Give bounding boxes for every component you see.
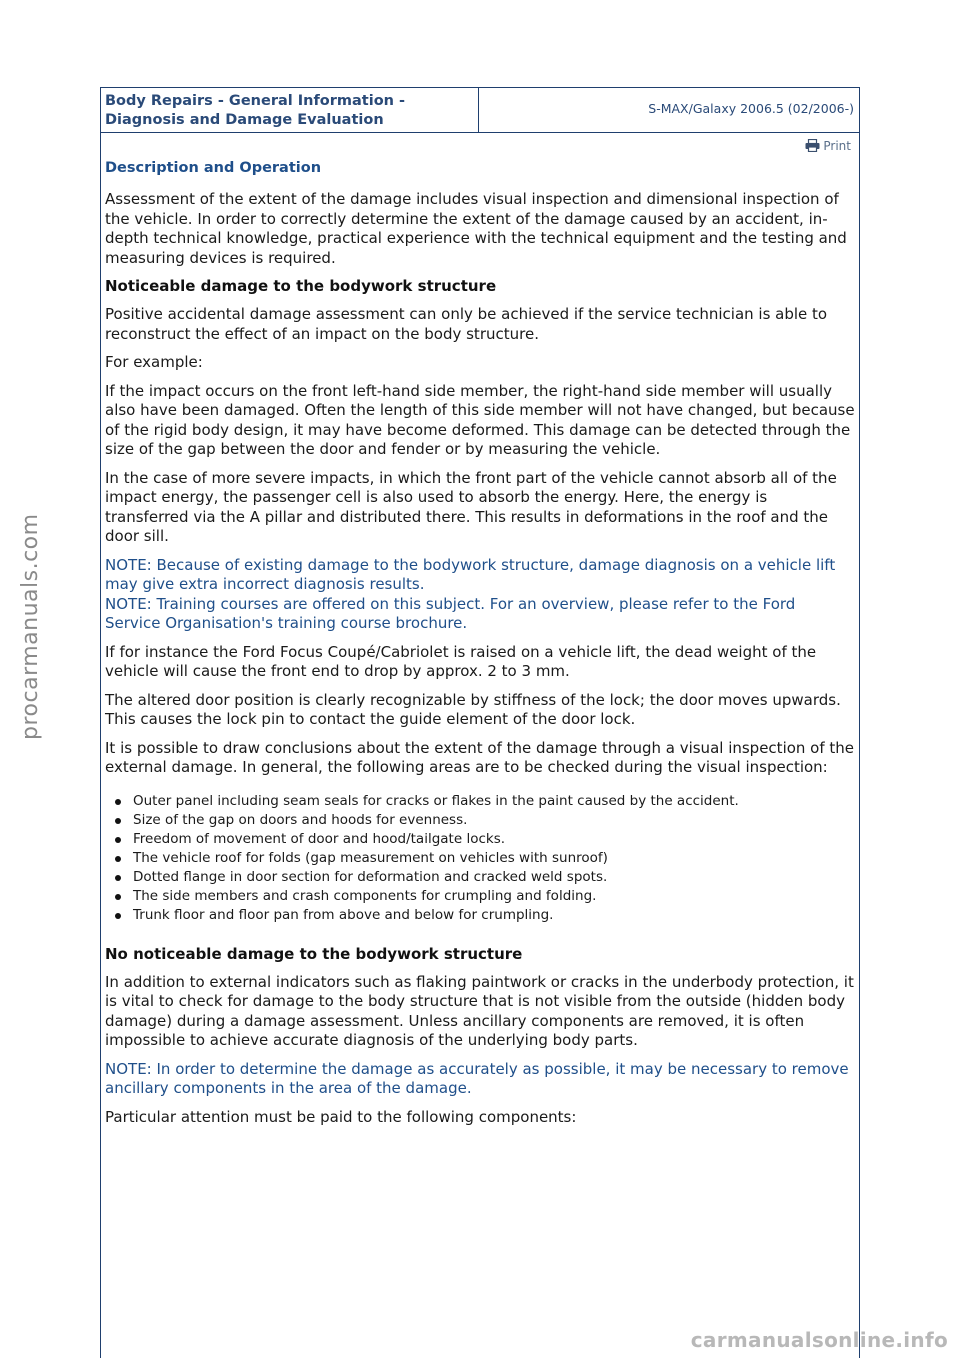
header-title-line1: Body Repairs - General Information - bbox=[105, 93, 406, 109]
side-watermark: procarmanuals.com bbox=[18, 513, 43, 740]
header-title-line2: Diagnosis and Damage Evaluation bbox=[105, 112, 384, 128]
bullet-icon bbox=[115, 894, 121, 900]
list-item: Dotted flange in door section for deformation and cracked weld spots. bbox=[127, 868, 855, 887]
paragraph-hidden-damage: In addition to external indicators such as flaking paintwork or cracks in the underbody protection, it is vital to check for damage to the body structure that is not visible from the outside (hidden body damage) during a damage assessment. Unless ancillary components are removed, it is often impossible to achieve accurate diagnosis of the underlying body parts. bbox=[105, 972, 854, 1049]
list-item: Outer panel including seam seals for cracks or flakes in the paint caused by the accident. bbox=[127, 792, 855, 811]
page-content bbox=[101, 159, 859, 1127]
paragraph-impact: If the impact occurs on the front left-hand side member, the right-hand side member will usually also have been damaged. Often the length of this side member will not have changed, but because of the rigid body design, it may have become deformed. This damage can be detected through the size of the gap between the door and fender or by measuring the vehicle. bbox=[105, 381, 855, 458]
paragraph-visual: It is possible to draw conclusions about the extent of the damage through a visual inspection of the external damage. In general, the following areas are to be checked during the visual inspection: bbox=[105, 738, 855, 776]
paragraph-attention: Particular attention must be paid to the following components: bbox=[105, 1107, 577, 1126]
manual-page bbox=[100, 87, 860, 1358]
page-header bbox=[101, 87, 859, 133]
inspection-list bbox=[105, 792, 855, 925]
heading-no-noticeable-damage: No noticeable damage to the bodywork structure bbox=[105, 944, 523, 963]
section-title: Description and Operation bbox=[105, 160, 322, 176]
print-label: Print bbox=[823, 139, 851, 153]
header-title bbox=[101, 88, 479, 132]
notes-block bbox=[105, 556, 855, 634]
list-item: Size of the gap on doors and hoods for evenness. bbox=[127, 811, 855, 830]
bottom-watermark: carmanualsonline.info bbox=[690, 1328, 948, 1352]
list-item: Trunk floor and floor pan from above and below for crumpling. bbox=[127, 906, 855, 925]
paragraph-example: For example: bbox=[105, 353, 203, 371]
printer-icon bbox=[805, 139, 820, 152]
print-button[interactable] bbox=[805, 139, 851, 153]
bullet-icon bbox=[115, 856, 121, 862]
header-model: S-MAX/Galaxy 2006.5 (02/2006-) bbox=[648, 101, 854, 116]
paragraph-severe: In the case of more severe impacts, in which the front part of the vehicle cannot absorb all of the impact energy, the passenger cell is also used to absorb the energy. Here, the energy is transferred via the A pillar and distributed there. This results in deformations in the roof and the door sill. bbox=[105, 468, 837, 545]
intro-paragraph: Assessment of the extent of the damage includes visual inspection and dimensional inspection of the vehicle. In order to correctly determine the extent of the damage caused by an accident, in-depth technical knowledge, practical experience with the technical equipment and the testing and measuring devices is required. bbox=[105, 190, 847, 267]
note-lift: NOTE: Because of existing damage to the bodywork structure, damage diagnosis on a vehicle lift may give extra incorrect diagnosis results. bbox=[105, 555, 836, 593]
print-row bbox=[101, 133, 859, 159]
list-item: The vehicle roof for folds (gap measurement on vehicles with sunroof) bbox=[127, 849, 855, 868]
bullet-icon bbox=[115, 913, 121, 919]
heading-noticeable-damage: Noticeable damage to the bodywork structure bbox=[105, 277, 497, 295]
paragraph-door: The altered door position is clearly recognizable by stiffness of the lock; the door moves upwards. This causes the lock pin to contact the guide element of the door lock. bbox=[105, 690, 841, 728]
list-item: Freedom of movement of door and hood/tailgate locks. bbox=[127, 830, 855, 849]
list-item: The side members and crash components for crumpling and folding. bbox=[127, 887, 855, 906]
note-training: NOTE: Training courses are offered on this subject. For an overview, please refer to the Ford Service Organisation's training course brochure. bbox=[105, 594, 796, 632]
note-ancillary: NOTE: In order to determine the damage as accurately as possible, it may be necessary to remove ancillary components in the area of the damage. bbox=[105, 1059, 849, 1097]
bullet-icon bbox=[115, 837, 121, 843]
bullet-icon bbox=[115, 818, 121, 824]
paragraph-focus: If for instance the Ford Focus Coupé/Cabriolet is raised on a vehicle lift, the dead weight of the vehicle will cause the front end to drop by approx. 2 to 3 mm. bbox=[105, 642, 817, 680]
bullet-icon bbox=[115, 875, 121, 881]
bullet-icon bbox=[115, 799, 121, 805]
paragraph-positive: Positive accidental damage assessment can only be achieved if the service technician is able to reconstruct the effect of an impact on the body structure. bbox=[105, 305, 828, 343]
